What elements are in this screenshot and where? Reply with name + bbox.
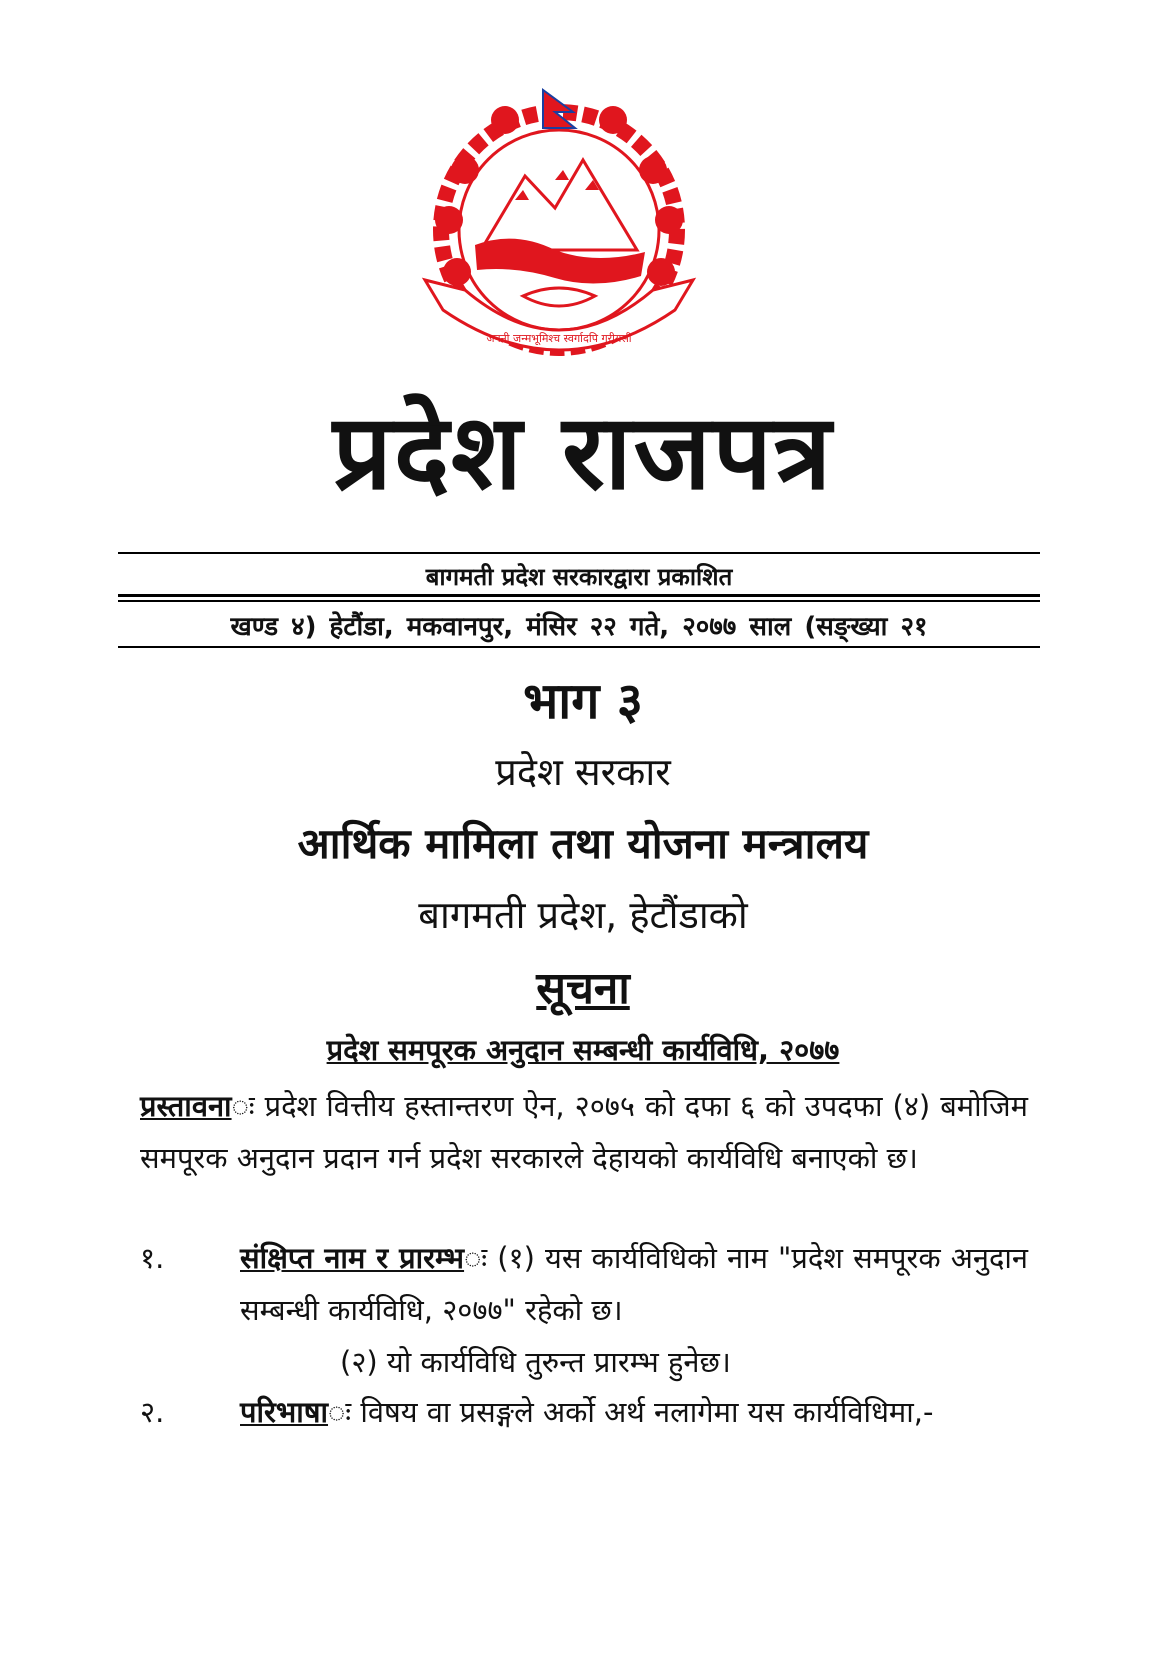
rule-bottom: [118, 646, 1040, 648]
clause-number: १.: [140, 1241, 165, 1275]
rule-top: [118, 552, 1040, 554]
preamble: [140, 1080, 1028, 1184]
part-heading: भाग ३: [523, 672, 643, 730]
clause-text: ः (१) यस कार्यविधिको नाम "प्रदेश समपूरक अनुदान सम्बन्धी कार्यविधि, २०७७" रहेको छ।: [240, 1241, 1029, 1327]
subclause: (२) यो कार्यविधि तुरुन्त प्रारम्भ हुनेछ।: [340, 1345, 731, 1379]
clause-heading: परिभाषा: [240, 1395, 329, 1429]
gazette-title: प्रदेश राजपत्र: [332, 391, 834, 513]
nepal-emblem: [405, 80, 713, 380]
clause-heading: संक्षिप्त नाम र प्रारम्भ: [240, 1241, 465, 1275]
clause-text: ः विषय वा प्रसङ्गले अर्को अर्थ नलागेमा यस कार्यविधिमा,-: [328, 1395, 934, 1429]
rule-double-1: [118, 594, 1040, 597]
ministry-heading: आर्थिक मामिला तथा योजना मन्त्रालय: [297, 819, 869, 868]
preamble-text: ः प्रदेश वित्तीय हस्तान्तरण ऐन, २०७५ को दफा ६ को उपदफा (४) बमोजिम समपूरक अनुदान प्रदान गर्न प्रदेश सरकारले देहायको कार्यविधि बनाएको छ।: [140, 1089, 1028, 1175]
dateline: खण्ड ४) हेटौंडा, मकवानपुर, मंसिर २२ गते, २०७७ साल (सङ्ख्या २१: [230, 612, 928, 642]
published-by: बागमती प्रदेश सरकारद्वारा प्रकाशित: [425, 563, 733, 591]
rule-double-2: [118, 600, 1040, 602]
emblem-motto: जननी जन्मभूमिश्च स्वर्गादपि गरीयसी: [486, 332, 632, 345]
clause-2: [140, 1386, 1028, 1438]
place-heading: बागमती प्रदेश, हेटौंडाको: [418, 893, 748, 937]
notice-heading: सूचना: [536, 963, 630, 1014]
procedure-title: प्रदेश समपूरक अनुदान सम्बन्धी कार्यविधि, २०७७: [326, 1033, 840, 1067]
clause-number: २.: [140, 1395, 165, 1429]
preamble-label: प्रस्तावना: [140, 1089, 232, 1123]
government-heading: प्रदेश सरकार: [495, 750, 671, 794]
clause-1: [140, 1232, 1028, 1336]
